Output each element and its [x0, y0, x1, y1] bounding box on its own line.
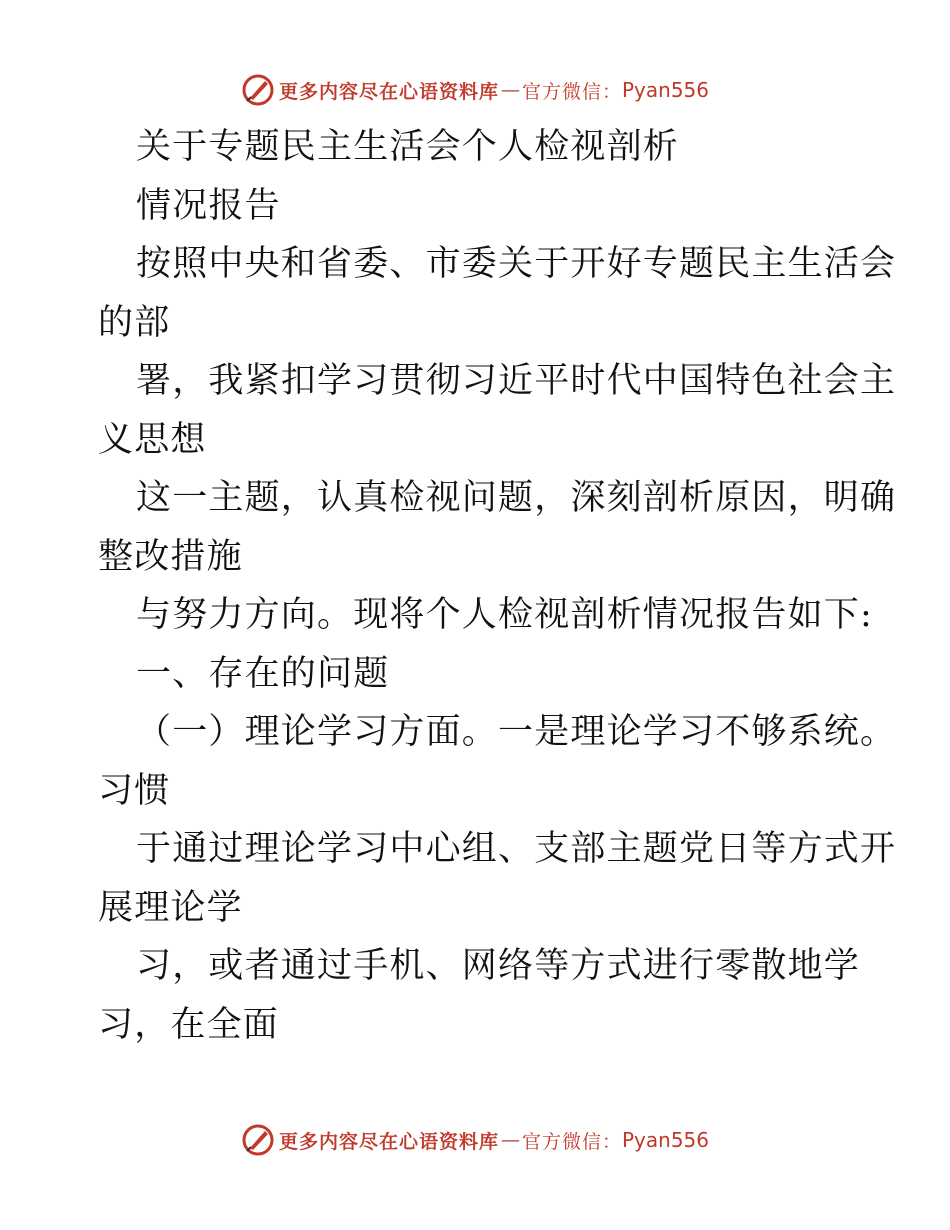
paragraph-line: 与努力方向。现将个人检视剖析情况报告如下:	[136, 595, 873, 635]
doc-title-line-2: 情况报告	[136, 185, 281, 226]
banner-weixin-id: Pyan556	[622, 78, 710, 102]
paragraph-line: 按照中央和省委、市委关于开好专题民主生活会	[136, 244, 897, 284]
paragraph-line: 习惯	[98, 770, 171, 811]
banner-text: 更多内容尽在心语资料库	[278, 1130, 499, 1153]
quill-logo-icon	[241, 73, 275, 107]
paragraph-line: 习，在全面	[98, 1004, 280, 1045]
doc-title-line-1: 关于专题民主生活会个人检视剖析	[136, 127, 680, 167]
paragraph-line: 展理论学	[98, 887, 243, 928]
document-body	[98, 118, 897, 1054]
paragraph-line: 整改措施	[98, 536, 243, 577]
paragraph-line: 这一主题，认真检视问题，深刻剖析原因，明确	[136, 478, 897, 518]
section-heading: 一、存在的问题	[136, 653, 390, 694]
paragraph-line: 的部	[98, 302, 171, 343]
banner-weixin-label: 官方微信：	[521, 80, 622, 103]
banner-weixin-id: Pyan556	[622, 1128, 710, 1152]
quill-logo-icon	[241, 1123, 275, 1157]
banner-weixin-label: 官方微信：	[521, 1130, 622, 1153]
paragraph-line: 义思想	[98, 419, 207, 460]
header-banner	[0, 70, 950, 110]
banner-dash: —	[500, 79, 520, 101]
paragraph-line: 习，或者通过手机、网络等方式进行零散地学	[136, 946, 861, 986]
banner-dash: —	[500, 1129, 520, 1151]
paragraph-line: 署，我紧扣学习贯彻习近平时代中国特色社会主	[136, 361, 897, 401]
paragraph-line: 于通过理论学习中心组、支部主题党日等方式开	[136, 829, 897, 869]
banner-text: 更多内容尽在心语资料库	[278, 80, 499, 103]
paragraph-line: （一）理论学习方面。一是理论学习不够系统。	[136, 712, 897, 752]
footer-banner	[0, 1120, 950, 1160]
